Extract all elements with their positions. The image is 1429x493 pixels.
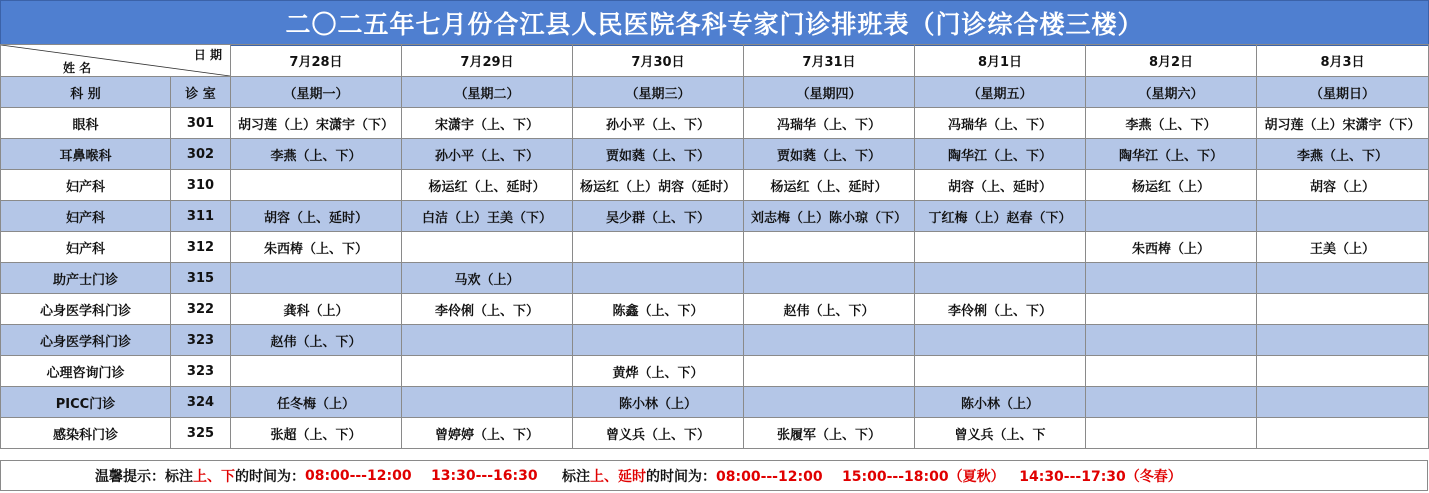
schedule-cell: 曾义兵（上、下	[915, 418, 1086, 449]
date-axis-label: 日 期	[193, 48, 222, 62]
schedule-cell	[915, 325, 1086, 356]
schedule-cell: 陶华江（上、下）	[915, 139, 1086, 170]
schedule-cell	[1257, 356, 1429, 387]
schedule-cell	[1086, 325, 1257, 356]
schedule-cell: 胡容（上）	[1257, 170, 1429, 201]
schedule-cell	[1257, 294, 1429, 325]
schedule-cell: 孙小平（上、下）	[573, 108, 744, 139]
schedule-cell: 李燕（上、下）	[231, 139, 402, 170]
schedule-cell	[1086, 387, 1257, 418]
table-row	[1, 232, 1429, 263]
room-cell: 312	[171, 232, 231, 263]
weekday-cell: （星期三）	[573, 77, 744, 108]
schedule-cell: 丁红梅（上）赵春（下）	[915, 201, 1086, 232]
schedule-cell	[744, 232, 915, 263]
schedule-cell	[402, 325, 573, 356]
schedule-cell: 李伶俐（上、下）	[402, 294, 573, 325]
schedule-cell: 马欢（上）	[402, 263, 573, 294]
date-cell: 7月31日	[744, 45, 915, 77]
room-cell: 323	[171, 325, 231, 356]
schedule-cell: 陈鑫（上、下）	[573, 294, 744, 325]
room-cell: 315	[171, 263, 231, 294]
schedule-cell: 赵伟（上、下）	[231, 325, 402, 356]
dept-cell: 妇产科	[1, 232, 171, 263]
room-column-header: 诊 室	[171, 77, 231, 108]
schedule-cell	[915, 232, 1086, 263]
schedule-cell: 张履军（上、下）	[744, 418, 915, 449]
date-cell: 8月3日	[1257, 45, 1429, 77]
schedule-cell: 冯瑞华（上、下）	[915, 108, 1086, 139]
table-row	[1, 108, 1429, 139]
date-header-row	[1, 45, 1429, 77]
name-axis-label: 姓 名	[63, 61, 92, 75]
schedule-cell: 朱西梼（上、下）	[231, 232, 402, 263]
table-row	[1, 201, 1429, 232]
schedule-cell	[573, 232, 744, 263]
footer-mid-2: 的时间为：	[646, 468, 716, 485]
room-cell: 323	[171, 356, 231, 387]
dept-cell: 感染科门诊	[1, 418, 171, 449]
schedule-cell	[915, 263, 1086, 294]
schedule-cell: 贾如蕤（上、下）	[573, 139, 744, 170]
schedule-cell: 杨运红（上、延时）	[402, 170, 573, 201]
table-row	[1, 294, 1429, 325]
schedule-cell: 贾如蕤（上、下）	[744, 139, 915, 170]
schedule-cell	[1257, 387, 1429, 418]
schedule-cell: 白洁（上）王美（下）	[402, 201, 573, 232]
room-cell: 322	[171, 294, 231, 325]
room-cell: 311	[171, 201, 231, 232]
dept-cell: 眼科	[1, 108, 171, 139]
schedule-cell: 赵伟（上、下）	[744, 294, 915, 325]
room-cell: 302	[171, 139, 231, 170]
weekday-cell: （星期一）	[231, 77, 402, 108]
schedule-cell	[744, 356, 915, 387]
schedule-cell	[231, 356, 402, 387]
date-cell: 7月29日	[402, 45, 573, 77]
schedule-cell: 任冬梅（上）	[231, 387, 402, 418]
schedule-table	[0, 44, 1429, 449]
schedule-cell: 张超（上、下）	[231, 418, 402, 449]
schedule-cell: 吴少群（上、下）	[573, 201, 744, 232]
schedule-cell	[915, 356, 1086, 387]
corner-header-cell	[1, 45, 231, 77]
dept-cell: 妇产科	[1, 170, 171, 201]
date-cell: 7月28日	[231, 45, 402, 77]
schedule-cell: 陶华江（上、下）	[1086, 139, 1257, 170]
table-row	[1, 387, 1429, 418]
schedule-cell	[573, 263, 744, 294]
schedule-cell	[402, 387, 573, 418]
weekday-cell: （星期五）	[915, 77, 1086, 108]
weekday-cell: （星期日）	[1257, 77, 1429, 108]
schedule-cell: 陈小林（上）	[573, 387, 744, 418]
footer-prefix: 温馨提示：标注	[95, 468, 193, 485]
schedule-cell: 杨运红（上、延时）	[744, 170, 915, 201]
footer-gap: 标注	[537, 468, 590, 485]
schedule-cell	[1086, 294, 1257, 325]
page-title: 二〇二五年七月份合江县人民医院各科专家门诊排班表（门诊综合楼三楼）	[0, 0, 1429, 46]
footer-mid-1: 的时间为：	[235, 468, 305, 485]
footer-mark-am-pm: 上、下	[193, 468, 235, 485]
schedule-cell	[573, 325, 744, 356]
schedule-cell: 曾义兵（上、下）	[573, 418, 744, 449]
schedule-cell: 宋潇宇（上、下）	[402, 108, 573, 139]
schedule-cell	[744, 387, 915, 418]
table-row	[1, 139, 1429, 170]
table-row	[1, 356, 1429, 387]
schedule-cell: 胡习莲（上）宋潇宇（下）	[231, 108, 402, 139]
date-cell: 7月30日	[573, 45, 744, 77]
weekday-cell: （星期六）	[1086, 77, 1257, 108]
dept-cell: 妇产科	[1, 201, 171, 232]
schedule-cell	[1086, 201, 1257, 232]
schedule-cell	[231, 263, 402, 294]
room-cell: 301	[171, 108, 231, 139]
schedule-cell	[1257, 263, 1429, 294]
dept-cell: 心身医学科门诊	[1, 325, 171, 356]
schedule-cell: 李燕（上、下）	[1257, 139, 1429, 170]
dept-cell: PICC门诊	[1, 387, 171, 418]
schedule-cell: 胡容（上、延时）	[915, 170, 1086, 201]
schedule-cell: 陈小林（上）	[915, 387, 1086, 418]
schedule-cell: 刘志梅（上）陈小琼（下）	[744, 201, 915, 232]
table-row	[1, 263, 1429, 294]
schedule-cell	[402, 232, 573, 263]
schedule-cell	[744, 263, 915, 294]
footer-mark-am-extended: 上、延时	[590, 468, 646, 485]
schedule-cell: 龚科（上）	[231, 294, 402, 325]
schedule-cell	[231, 170, 402, 201]
schedule-cell	[1086, 356, 1257, 387]
table-row	[1, 325, 1429, 356]
schedule-cell	[402, 356, 573, 387]
dept-cell: 心理咨询门诊	[1, 356, 171, 387]
footer-times-1: 08:00---12:00 13:30---16:30	[305, 467, 538, 484]
weekday-cell: （星期二）	[402, 77, 573, 108]
schedule-cell	[1086, 418, 1257, 449]
schedule-cell: 朱西梼（上）	[1086, 232, 1257, 263]
table-row	[1, 170, 1429, 201]
schedule-cell: 黄烨（上、下）	[573, 356, 744, 387]
weekday-header-row	[1, 77, 1429, 108]
room-cell: 324	[171, 387, 231, 418]
schedule-cell	[1086, 263, 1257, 294]
footer-times-2: 08:00---12:00 15:00---18:00（夏秋） 14:30---17:30（冬春）	[716, 468, 1182, 485]
room-cell: 310	[171, 170, 231, 201]
footer-note	[0, 460, 1428, 491]
weekday-cell: （星期四）	[744, 77, 915, 108]
date-cell: 8月2日	[1086, 45, 1257, 77]
table-row	[1, 418, 1429, 449]
schedule-cell: 冯瑞华（上、下）	[744, 108, 915, 139]
schedule-cell: 杨运红（上）胡容（延时）	[573, 170, 744, 201]
schedule-cell: 胡容（上、延时）	[231, 201, 402, 232]
schedule-cell	[744, 325, 915, 356]
schedule-cell: 李伶俐（上、下）	[915, 294, 1086, 325]
schedule-cell: 曾婷婷（上、下）	[402, 418, 573, 449]
schedule-cell: 杨运红（上）	[1086, 170, 1257, 201]
dept-cell: 心身医学科门诊	[1, 294, 171, 325]
schedule-cell: 李燕（上、下）	[1086, 108, 1257, 139]
dept-column-header: 科 别	[1, 77, 171, 108]
schedule-cell	[1257, 418, 1429, 449]
schedule-body	[1, 108, 1429, 449]
room-cell: 325	[171, 418, 231, 449]
schedule-cell: 孙小平（上、下）	[402, 139, 573, 170]
schedule-cell: 胡习莲（上）宋潇宇（下）	[1257, 108, 1429, 139]
schedule-cell: 王美（上）	[1257, 232, 1429, 263]
dept-cell: 助产士门诊	[1, 263, 171, 294]
date-cell: 8月1日	[915, 45, 1086, 77]
schedule-cell	[1257, 201, 1429, 232]
schedule-cell	[1257, 325, 1429, 356]
dept-cell: 耳鼻喉科	[1, 139, 171, 170]
